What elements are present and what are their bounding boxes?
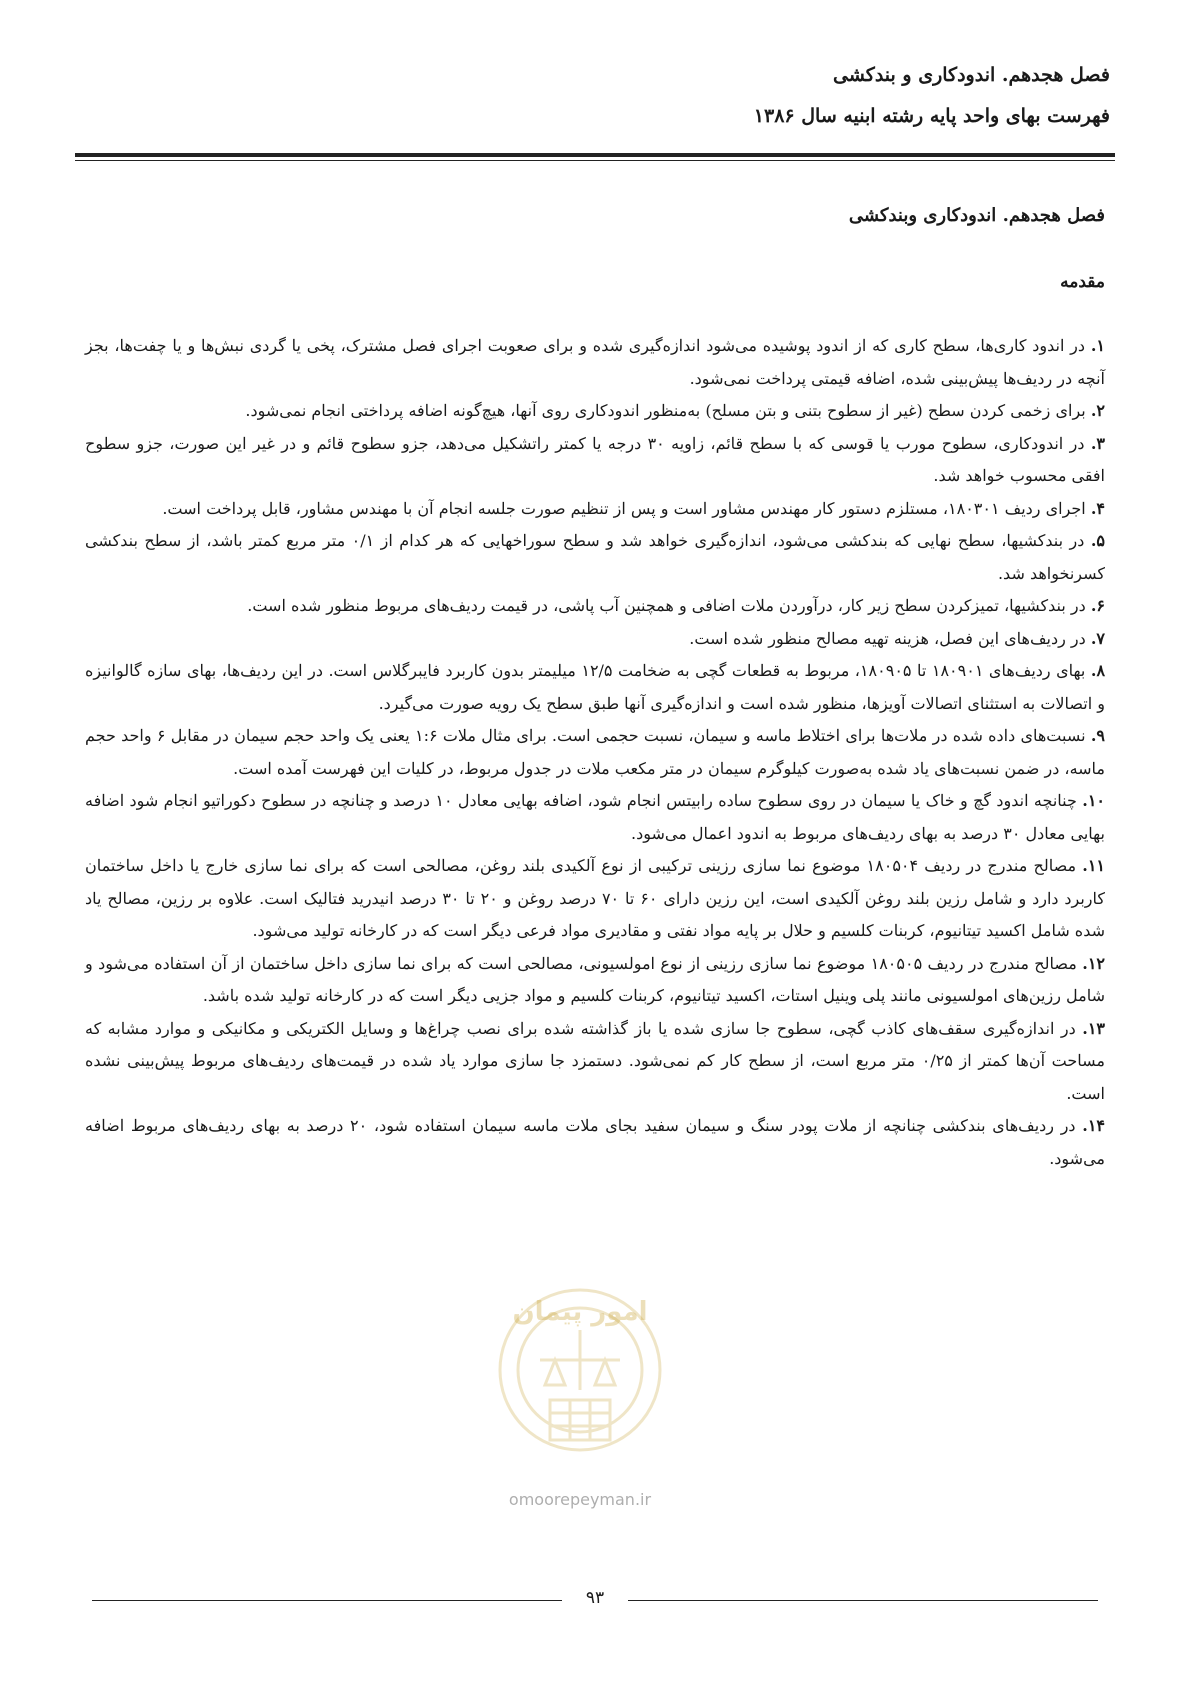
paragraph-number: ۱۴. bbox=[1082, 1116, 1106, 1135]
paragraph-text: در اندودکاری، سطوح مورب یا قوسی که با سطح قائم، زاویه ۳۰ درجه یا کمتر راتشکیل می‌دهد، جزو سطوح قائم و در غیر این صورت، جزو سطوح افقی محسوب خواهد شد. bbox=[85, 433, 1105, 485]
paragraph bbox=[85, 1013, 1105, 1111]
paragraph bbox=[85, 590, 1105, 623]
paragraph bbox=[85, 525, 1105, 590]
paragraph-number: ۱۱. bbox=[1082, 856, 1105, 875]
paragraph bbox=[85, 850, 1105, 948]
paragraph bbox=[85, 330, 1105, 395]
paragraph-text: در ردیف‌های بندکشی چنانچه از ملات پودر سنگ و سیمان سفید بجای ملات ماسه سیمان استفاده شود، ۲۰ درصد به بهای ردیف‌های مربوط اضافه می‌شود. bbox=[85, 1116, 1105, 1168]
paragraph-number: ۸. bbox=[1090, 661, 1106, 680]
paragraph-number: ۱۳. bbox=[1082, 1018, 1105, 1038]
header-rule-thick bbox=[75, 153, 1115, 157]
paragraph-text: در اندازه‌گیری سقف‌های کاذب گچی، سطوح جا سازی شده یا باز گذاشته شده برای نصب چراغ‌ها و وسایل الکتریکی و مکانیکی و موارد مشابه که مساحت آن‌ها کمتر از ۰/۲۵ متر مربع است، از سطح کار کم نمی‌شود. دستمزد جا سازی موارد یاد شده در قیمت‌های ردیف‌های مربوط پیش‌بینی نشده است. bbox=[85, 1018, 1106, 1103]
paragraph bbox=[85, 720, 1105, 785]
paragraph-text: در اندود کاری‌ها، سطح کاری که از اندود پوشیده می‌شود اندازه‌گیری شده و برای صعوبت اجرای فصل مشترک، پخی یا گردی نبش‌ها و یا چفت‌ها، بجز آنچه در ردیف‌ها پیش‌بینی شده، اضافه قیمتی پرداخت نمی‌شود. bbox=[85, 336, 1105, 388]
header-rule-thin bbox=[75, 160, 1115, 161]
watermark-logo bbox=[480, 1260, 680, 1520]
paragraph bbox=[85, 623, 1105, 656]
paragraph-number: ۷. bbox=[1090, 628, 1105, 648]
paragraph bbox=[85, 655, 1105, 720]
paragraph-text: چنانچه اندود گچ و خاک یا سیمان در روی سطوح ساده رابیتس انجام شود، اضافه بهایی معادل ۱۰ درصد و چنانچه در سطوح دکوراتیو انجام شود اضافه بهایی معادل ۳۰ درصد به بهای ردیف‌های مربوط به اندود اعمال می‌شود. bbox=[85, 791, 1105, 843]
paragraph bbox=[85, 1110, 1105, 1175]
paragraph-text: نسبت‌های داده شده در ملات‌ها برای اختلاط ماسه و سیمان، نسبت حجمی است. برای مثال ملات ۱:۶ یعنی یک واحد حجم سیمان در مقابل ۶ واحد حجم ماسه، در ضمن نسبت‌های یاد شده به‌صورت کیلوگرم سیمان در متر مکعب ملات در جدول مربوط، در کلیات این فهرست آمده است. bbox=[85, 726, 1105, 778]
paragraph-text: در بندکشیها، تمیزکردن سطح زیر کار، درآوردن ملات اضافی و همچنین آب پاشی، در قیمت ردیف‌های مربوط منظور شده است. bbox=[247, 596, 1091, 615]
paragraph-number: ۵. bbox=[1090, 531, 1106, 550]
paragraph-number: ۳. bbox=[1090, 433, 1106, 453]
paragraph-number: ۴. bbox=[1090, 498, 1105, 518]
paragraph-text: برای زخمی کردن سطح (غیر از سطوح بتنی و بتن مسلح) به‌منظور اندودکاری روی آنها، هیچ‌گونه اضافه پرداختی انجام نمی‌شود. bbox=[245, 401, 1091, 420]
footer-rule-left bbox=[92, 1600, 562, 1601]
paragraph-text: مصالح مندرج در ردیف ۱۸۰۵۰۴ موضوع نما سازی رزینی ترکیبی از نوع آلکیدی بلند روغن، مصالحی است که برای نما سازی خارج یا داخل ساختمان کاربرد دارد و شامل رزین بلند روغن آلکیدی است، این رزین دارای ۶۰ تا ۷۰ درصد روغن و ۲۰ تا ۳۰ درصد انیدرید فتالیک است. علاوه بر رزین، مصالح یاد شده شامل اکسید تیتانیوم، کربنات کلسیم و حلال بر پایه مواد نفتی و مقادیری مواد فرعی دیگر است که در کارخانه تولید می‌شود. bbox=[85, 856, 1106, 940]
paragraph-number: ۱۰. bbox=[1082, 791, 1105, 810]
watermark-site-text: omoorepeyman.ir bbox=[508, 1490, 652, 1509]
paragraph-text: مصالح مندرج در ردیف ۱۸۰۵۰۵ موضوع نما سازی رزینی از نوع امولسیونی، مصالحی است که برای نما سازی داخل ساختمان از آن استفاده می‌شود و شامل رزین‌های امولسیونی مانند پلی وینیل استات، اکسید تیتانیوم، کربنات کلسیم و مواد جزیی دیگر است که در کارخانه تولید شده باشد. bbox=[85, 953, 1105, 1005]
paragraph-text: در ردیف‌های این فصل، هزینه تهیه مصالح منظور شده است. bbox=[689, 628, 1091, 648]
running-header-chapter: فصل هجدهم. اندودکاری و بندکشی bbox=[832, 64, 1110, 86]
paragraph bbox=[85, 428, 1105, 493]
watermark-logo-text: امور پیمان bbox=[512, 1297, 648, 1327]
paragraph-text: در بندکشیها، سطح نهایی که بندکشی می‌شود، اندازه‌گیری خواهد شد و سطح سوراخهایی که هر کدام از ۰/۱ متر مربع کمتر باشد، از سطح بندکشی کسرنخواهد شد. bbox=[85, 531, 1105, 583]
paragraph-number: ۱. bbox=[1090, 336, 1105, 355]
paragraph bbox=[85, 493, 1105, 526]
body-text bbox=[85, 330, 1105, 1175]
paragraph bbox=[85, 395, 1105, 428]
paragraph-number: ۹. bbox=[1090, 726, 1106, 745]
running-header-list: فهرست بهای واحد پایه رشته ابنیه سال ۱۳۸۶ bbox=[753, 105, 1110, 127]
paragraph-number: ۱۲. bbox=[1082, 953, 1105, 973]
paragraph bbox=[85, 948, 1105, 1013]
intro-heading: مقدمه bbox=[1060, 272, 1105, 292]
paragraph bbox=[85, 785, 1105, 850]
paragraph-text: اجرای ردیف ۱۸۰۳۰۱، مستلزم دستور کار مهندس مشاور است و پس از تنظیم صورت جلسه انجام آن با مهندس مشاور، قابل پرداخت است. bbox=[162, 498, 1091, 518]
page-number: ۹۳ bbox=[585, 1588, 605, 1608]
paragraph-number: ۲. bbox=[1090, 401, 1105, 420]
footer-rule-right bbox=[628, 1600, 1098, 1601]
chapter-title: فصل هجدهم. اندودکاری وبندکشی bbox=[848, 205, 1105, 226]
paragraph-text: بهای ردیف‌های ۱۸۰۹۰۱ تا ۱۸۰۹۰۵، مربوط به قطعات گچی به ضخامت ۱۲/۵ میلیمتر بدون کاربرد فایبرگلاس است. در این ردیف‌ها، بهای سازه گالوانیزه و اتصالات به استثنای اتصالات آویزها، منظور شده است و اندازه‌گیری آنها طبق سطح یک رویه صورت می‌گیرد. bbox=[85, 661, 1105, 713]
paragraph-number: ۶. bbox=[1090, 596, 1105, 615]
